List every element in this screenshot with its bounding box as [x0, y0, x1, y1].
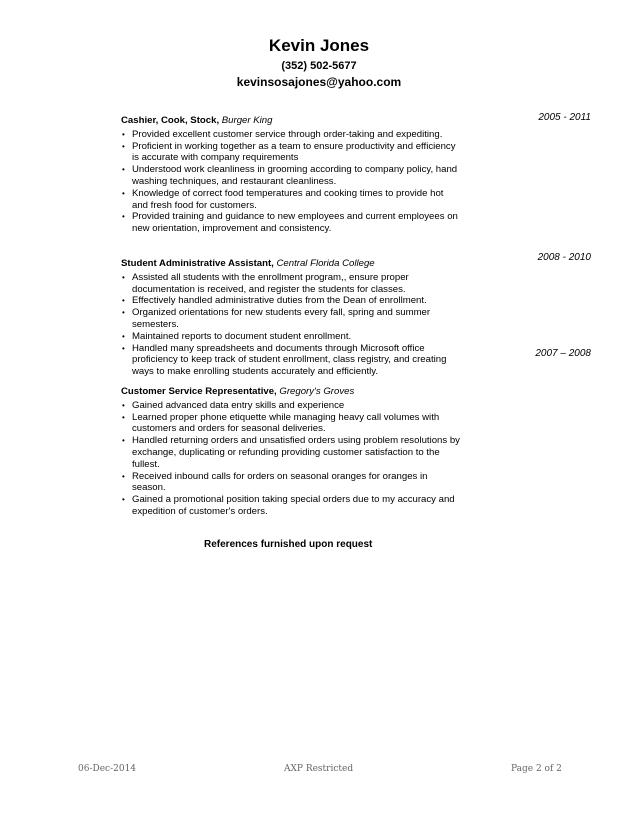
job-title-line [121, 386, 461, 398]
job-bullets [121, 129, 461, 235]
bullet-item: • Organized orientations for new students every fall, spring and summer semesters. [121, 307, 461, 331]
bullet-item: • Provided training and guidance to new employees and current employees on new orientation, improvement and consistency. [121, 211, 461, 235]
bullet-item: • Assisted all students with the enrollment program,, ensure proper documentation is received, and register the students for classes. [121, 272, 461, 296]
footer-classification: AXP Restricted [284, 764, 354, 774]
footer-page-number: Page 2 of 2 [511, 764, 562, 774]
bullet-item: • Understood work cleanliness in grooming according to company policy, hand washing techniques, and restaurant cleanliness. [121, 164, 461, 188]
footer-date: 06-Dec-2014 [78, 764, 137, 774]
bullet-item: • Learned proper phone etiquette while managing heavy call volumes with customers and orders for seasonal deliveries. [121, 412, 461, 436]
job-company: Burger King [221, 115, 273, 126]
phone-number: (352) 502-5677 [281, 60, 357, 72]
job-title-line: Cashier, Cook, Stock, Burger King [121, 115, 273, 126]
bullet-item: • Provided excellent customer service through order-taking and expediting. [121, 129, 461, 141]
job-title: Student Administrative Assistant, [121, 258, 274, 269]
job-dates: 2005 - 2011 [538, 112, 591, 123]
bullet-item: • Received inbound calls for orders on seasonal oranges for oranges in season. [121, 471, 461, 495]
job-dates: 2008 - 2010 [537, 252, 591, 263]
resume-name: Kevin Jones [268, 36, 370, 55]
job-entry [121, 258, 461, 378]
job-company: Gregory's Groves [279, 386, 355, 397]
bullet-item: • Gained a promotional position taking special orders due to my accuracy and expedition of customer's orders. [121, 494, 461, 518]
job-entry [121, 386, 461, 518]
job-title: Cashier, Cook, Stock [121, 115, 217, 126]
references-note: References furnished upon request [204, 539, 373, 550]
job-bullets [121, 400, 461, 518]
bullet-item: • Knowledge of correct food temperatures and cooking times to provide hot and fresh food for customers. [121, 188, 461, 212]
job-title-line [121, 258, 461, 270]
bullet-item: • Proficient in working together as a team to ensure productivity and efficiency is accurate with company requirements [121, 141, 461, 165]
job-dates: 2007 – 2008 [535, 348, 591, 359]
job-title: Customer Service Representative, [121, 386, 277, 397]
bullet-item: • Gained advanced data entry skills and experience [121, 400, 461, 412]
job-entry [121, 115, 461, 235]
email-address: kevinsosajones@yahoo.com [236, 75, 402, 89]
bullet-item: • Handled returning orders and unsatisfied orders using problem resolutions by exchange, duplicating or refunding providing customer satisfaction to the fullest. [121, 435, 461, 470]
bullet-item: • Handled many spreadsheets and documents through Microsoft office proficiency to keep track of student enrollment, class registry, and creating ways to make enrolling students accurately and efficiently. [121, 343, 461, 378]
bullet-item: • Maintained reports to document student enrollment. [121, 331, 461, 343]
job-bullets [121, 272, 461, 378]
job-company: Central Florida College [276, 258, 375, 269]
bullet-item: • Effectively handled administrative duties from the Dean of enrollment. [121, 295, 461, 307]
